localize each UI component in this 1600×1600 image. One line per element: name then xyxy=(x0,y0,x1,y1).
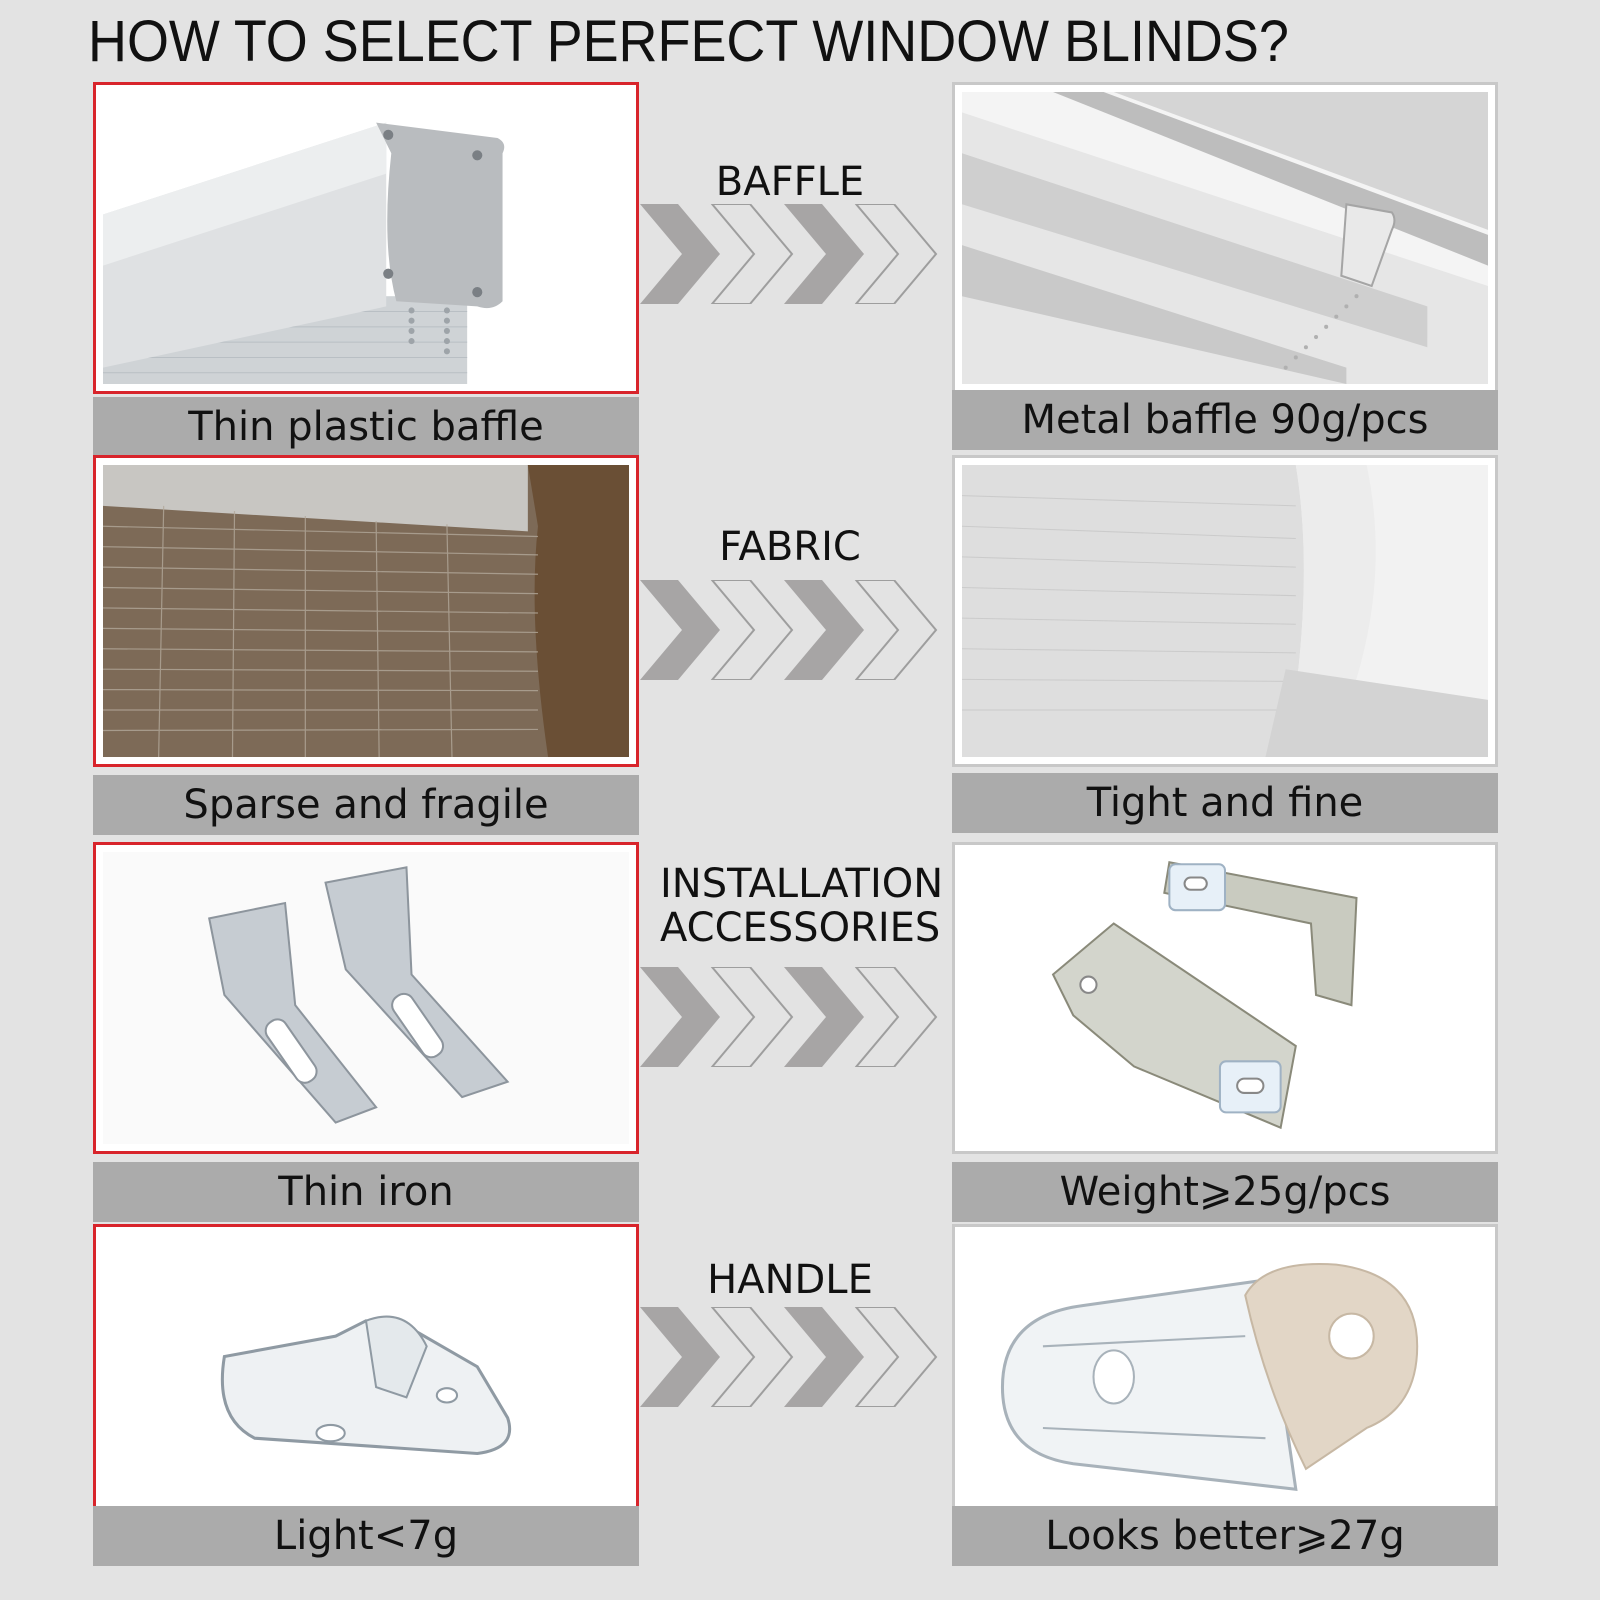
chevron-arrow-icon xyxy=(640,967,950,1067)
metal-baffle-image xyxy=(952,82,1498,394)
heavy-bracket-image xyxy=(952,842,1498,1154)
thin-iron-bracket-image xyxy=(93,842,639,1154)
chevron-arrow-icon xyxy=(640,204,950,304)
accessories-label-text: ACCESSORIES xyxy=(660,905,941,951)
handle-label-text: HANDLE xyxy=(707,1257,873,1303)
light-handle-image xyxy=(93,1224,639,1536)
looks-better-handle-image xyxy=(952,1224,1498,1536)
baffle-label-text: BAFFLE xyxy=(715,159,865,205)
chevron-arrow-icon xyxy=(640,1307,950,1407)
thin-plastic-baffle-caption: Thin plastic baffle xyxy=(93,397,639,457)
sparse-fabric-caption: Sparse and fragile xyxy=(93,775,639,835)
sparse-fabric-image xyxy=(93,455,639,767)
chevron-arrow-icon xyxy=(640,580,950,680)
fabric-label-text: FABRIC xyxy=(719,524,861,570)
metal-baffle-caption: Metal baffle 90g/pcs xyxy=(952,390,1498,450)
installation-label-text: INSTALLATION xyxy=(660,861,944,907)
comparison-row-installation-accessories xyxy=(0,842,1600,1215)
heavy-bracket-caption: Weight⩾25g/pcs xyxy=(952,1162,1498,1222)
comparison-row-fabric xyxy=(0,455,1600,828)
handle-label xyxy=(640,1258,940,1302)
thin-iron-caption: Thin iron xyxy=(93,1162,639,1222)
page-title: HOW TO SELECT PERFECT WINDOW BLINDS? xyxy=(88,9,1289,74)
tight-fabric-image xyxy=(952,455,1498,767)
comparison-row-handle xyxy=(0,1224,1600,1594)
baffle-label xyxy=(640,160,940,204)
tight-fabric-caption: Tight and fine xyxy=(952,773,1498,833)
light-handle-caption: Light<7g xyxy=(93,1506,639,1566)
thin-plastic-baffle-image xyxy=(93,82,639,394)
comparison-row-baffle xyxy=(0,82,1600,452)
looks-better-handle-caption: Looks better⩾27g xyxy=(952,1506,1498,1566)
installation-accessories-label xyxy=(660,862,960,950)
fabric-label xyxy=(640,525,940,569)
